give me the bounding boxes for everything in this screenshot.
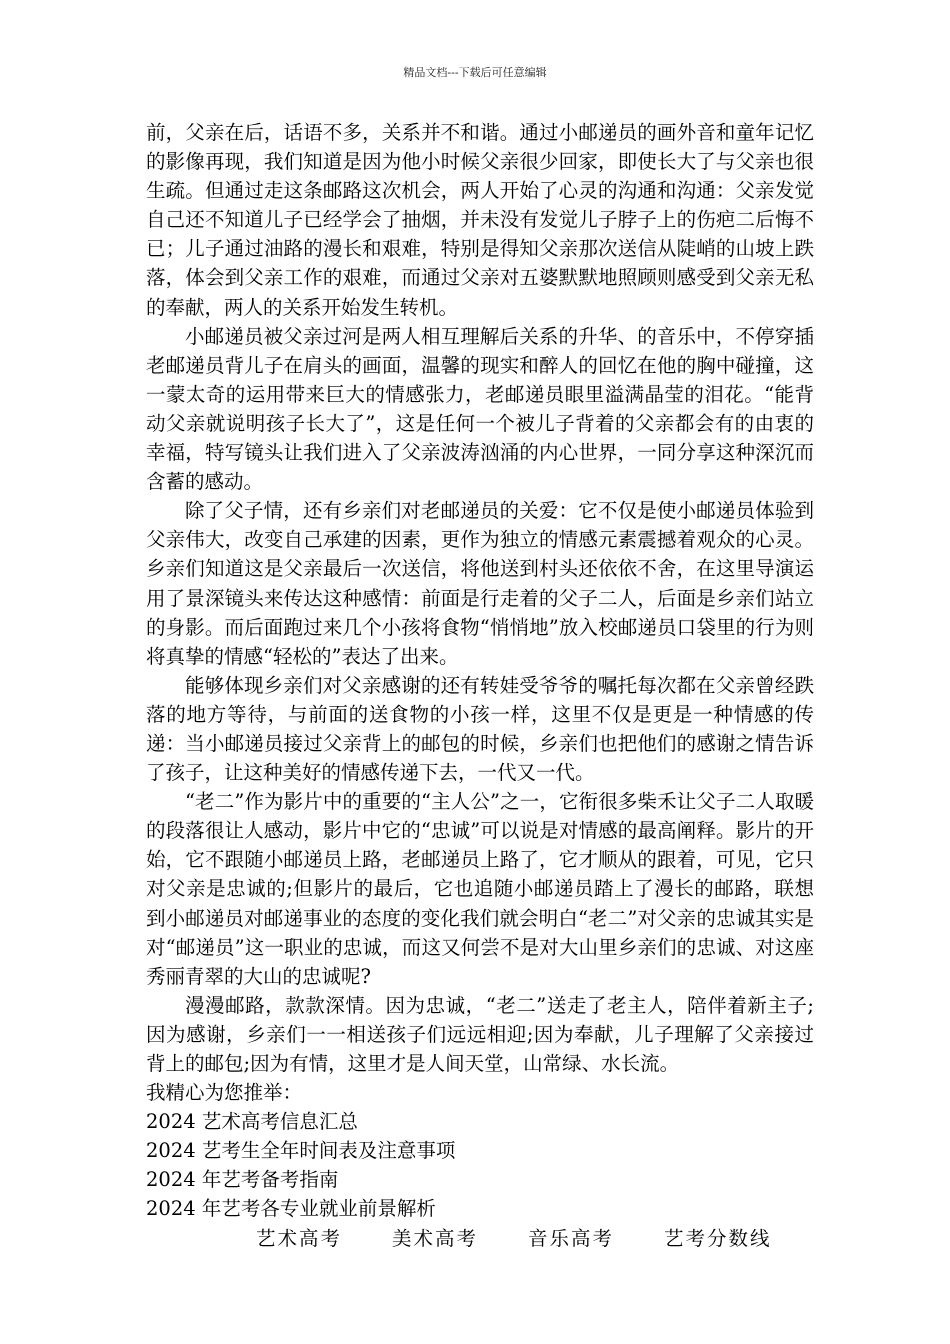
paragraph-3: 除了父子情，还有乡亲们对老邮递员的关爱：它不仅是使小邮递员体验到父亲伟大，改变自己承建的因素，更作为独立的情感元素震撼着观众的心灵。乡亲们知道这是父亲最后一次送信，将他送到村头还依依不舍，在这里导演运用了景深镜头来传达这种感情：前面是行走着的父子二人，后面是乡亲们站立的身影。而后面跑过来几个小孩将食物“悄悄地”放入校邮递员口袋里的行为则将真挚的情感“轻松的”表达了出来。: [146, 499, 814, 668]
article-body: [146, 118, 814, 1253]
recommend-link-3[interactable]: 2024 年艺考备考指南: [146, 1168, 339, 1192]
tag-score-line[interactable]: 艺考分数线: [664, 1226, 772, 1250]
tag-art-exam[interactable]: 艺术高考: [256, 1226, 343, 1250]
paragraph-4: 能够体现乡亲们对父亲感谢的还有转娃受爷爷的嘱托每次都在父亲曾经跌落的地方等待，与前面的送食物的小孩一样，这里不仅是更是一种情感的传递：当小邮递员接过父亲背上的邮包的时候，乡亲们也把他们的感谢之情告诉了孩子，让这种美好的情感传递下去，一代又一代。: [146, 673, 814, 785]
tag-fine-art-exam[interactable]: 美术高考: [392, 1226, 479, 1250]
recommend-link-1[interactable]: 2024 艺术高考信息汇总: [146, 1110, 358, 1134]
recommend-tags: [146, 1224, 814, 1253]
recommend-title: 我精心为您推举：: [146, 1081, 303, 1105]
tag-music-exam[interactable]: 音乐高考: [528, 1226, 615, 1250]
page-header: 精品文档---下载后可任意编辑: [403, 66, 547, 79]
recommend-link-4[interactable]: 2024 年艺考各专业就业前景解析: [146, 1197, 436, 1221]
paragraph-1: 前，父亲在后，话语不多，关系并不和谐。通过小邮递员的画外音和童年记忆的影像再现，我们知道是因为他小时候父亲很少回家，即使长大了与父亲也很生疏。但通过走这条邮路这次机会，两人开始了心灵的沟通和沟通：父亲发觉自己还不知道儿子已经学会了抽烟，并未没有发觉儿子脖子上的伤疤二后悔不已；儿子通过油路的漫长和艰难，特别是得知父亲那次送信从陡峭的山坡上跌落，体会到父亲工作的艰难，而通过父亲对五婆默默地照顾则感受到父亲无私的奉献，两人的关系开始发生转机。: [146, 121, 814, 319]
paragraph-2: 小邮递员被父亲过河是两人相互理解后关系的升华、的音乐中，不停穿插老邮递员背儿子在肩头的画面，温馨的现实和醉人的回忆在他的胸中碰撞，这一蒙太奇的运用带来巨大的情感张力，老邮递员眼里溢满晶莹的泪花。“能背动父亲就说明孩子长大了”，这是任何一个被儿子背着的父亲都会有的由衷的幸福，特写镜头让我们进入了父亲波涛汹涌的内心世界，一同分享这种深沉而含蓄的感动。: [146, 324, 814, 494]
paragraph-5: “老二”作为影片中的重要的“主人公”之一，它衔很多柴禾让父子二人取暖的段落很让人感动，影片中它的“忠诚”可以说是对情感的最高阐释。影片的开始，它不跟随小邮递员上路，老邮递员上路了，它才顺从的跟着，可见，它只对父亲是忠诚的;但影片的最后，它也追随小邮递员踏上了漫长的邮路，联想到小邮递员对邮递事业的态度的变化我们就会明白“老二”对父亲的忠诚其实是对“邮递员”这一职业的忠诚，而这又何尝不是对大山里乡亲们的忠诚、对这座秀丽青翠的大山的忠诚呢?: [146, 790, 814, 988]
recommend-link-2[interactable]: 2024 艺考生全年时间表及注意事项: [146, 1139, 456, 1163]
paragraph-6: 漫漫邮路，款款深情。因为忠诚，“老二”送走了老主人，陪伴着新主子;因为感谢，乡亲们一一相送孩子们远远相迎;因为奉献，儿子理解了父亲接过背上的邮包;因为有情，这里才是人间天堂，山常绿、水长流。: [146, 993, 814, 1075]
